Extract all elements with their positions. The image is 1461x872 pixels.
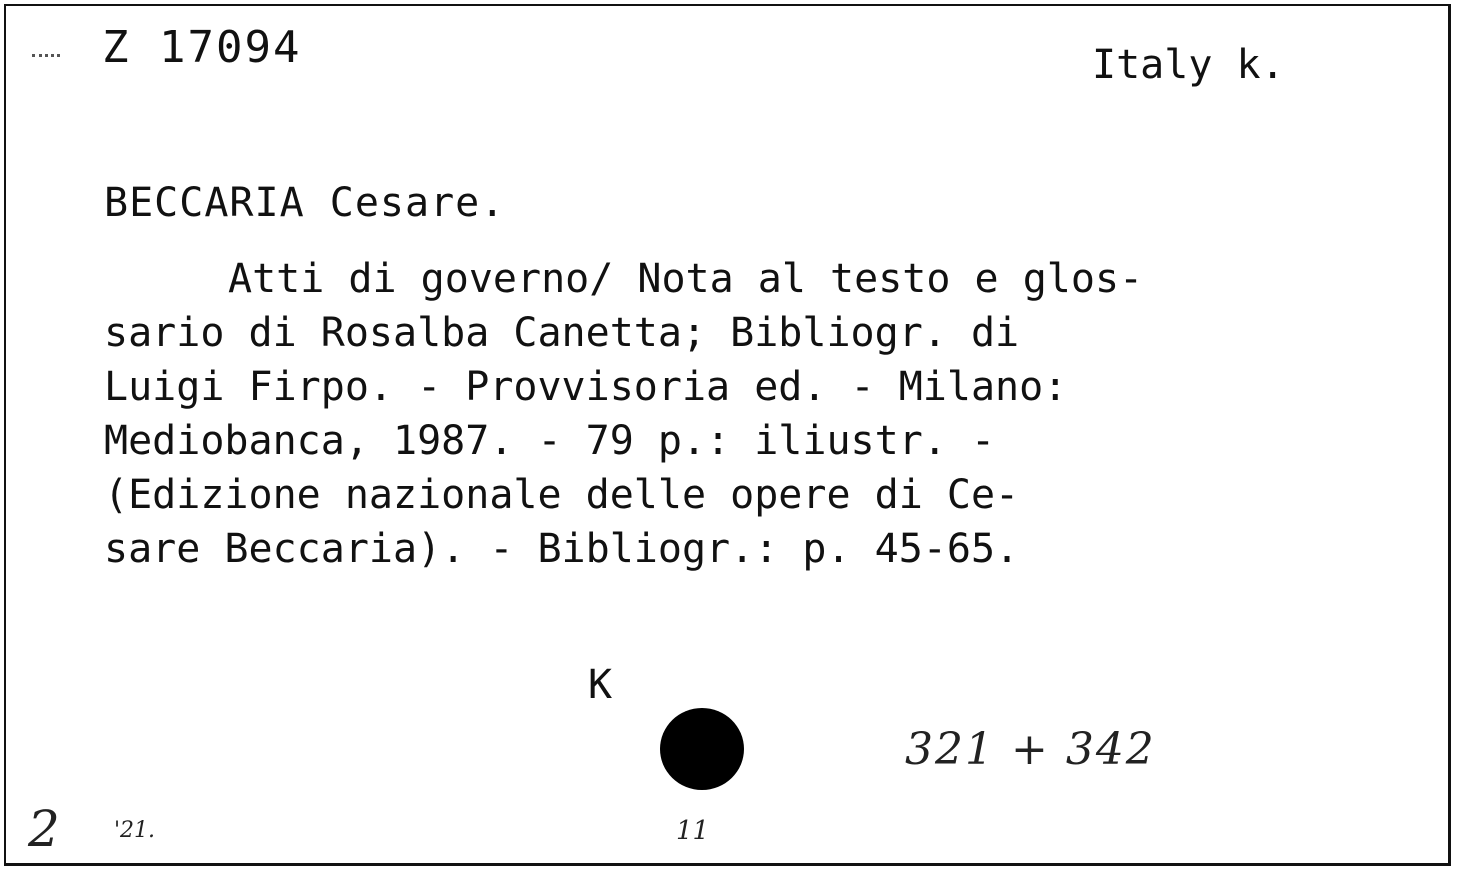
- punch-hole: [660, 708, 744, 790]
- handwritten-page-number: 11: [676, 816, 710, 846]
- handwritten-corner-mark: 2: [28, 800, 60, 858]
- bibliographic-description: [104, 252, 1143, 576]
- description-line: sare Beccaria). - Bibliogr.: p. 45-65.: [104, 526, 1020, 572]
- description-line: sario di Rosalba Canetta; Bibliogr. di: [104, 310, 1020, 356]
- handwritten-corner-note: '21.: [114, 818, 156, 843]
- description-line: Luigi Firpo. - Provvisoria ed. - Milano:: [104, 364, 1068, 410]
- description-line: (Edizione nazionale delle opere di Ce-: [104, 472, 1020, 518]
- description-line: Mediobanca, 1987. - 79 p.: iliustr. -: [104, 418, 996, 464]
- language-code: Italy k.: [1092, 42, 1285, 88]
- location-mark: K: [588, 662, 613, 708]
- description-line: Atti di governo/ Nota al testo e glos-: [228, 256, 1144, 302]
- handwritten-numbers: 321 + 342: [905, 724, 1156, 775]
- author-heading: BECCARIA Cesare.: [104, 180, 506, 226]
- margin-mark: [32, 54, 60, 57]
- call-number: Z 17094: [102, 22, 302, 73]
